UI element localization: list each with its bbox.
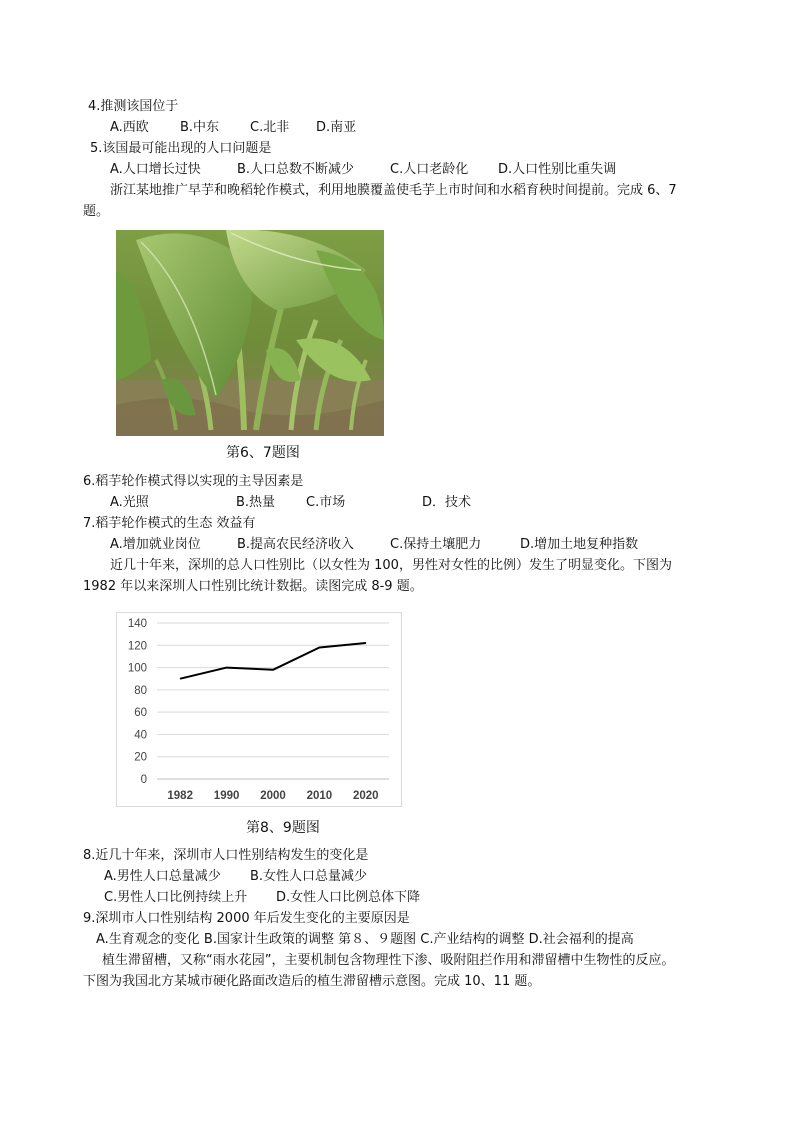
sex-ratio-chart — [116, 612, 402, 807]
q7-option-d: D.增加土地复种指数 — [520, 537, 639, 552]
x-tick-label: 1990 — [213, 790, 240, 802]
q6-option-b: B.热量 — [236, 495, 276, 510]
x-tick-label: 1982 — [167, 790, 193, 802]
y-tick-label: 0 — [140, 774, 147, 786]
intro-8-9-line1: 近几十年来，深圳的总人口性别比（以女性为 100，男性对女性的比例）发生了明显变化。下图为 — [110, 558, 672, 573]
x-tick-label: 2000 — [260, 790, 286, 802]
y-tick-label: 20 — [134, 751, 147, 764]
q5-option-d: D.人口性别比重失调 — [498, 162, 617, 177]
q5-stem: 5.该国最可能出现的人口问题是 — [90, 141, 272, 156]
taro-illustration — [116, 230, 384, 436]
q8-stem: 8.近几十年来，深圳市人口性别结构发生的变化是 — [83, 848, 369, 863]
q8-option-b: B.女性人口总量减少 — [250, 869, 368, 884]
q4-option-a: A.西欧 — [110, 120, 149, 135]
data-point-2020 — [365, 643, 366, 644]
q8-options-row1 — [104, 868, 367, 886]
y-tick-label: 120 — [127, 640, 147, 653]
data-point-1982 — [180, 678, 181, 679]
q7-stem: 7.稻芋轮作模式的生态 效益有 — [83, 516, 256, 531]
q6-option-d: D．技术 — [422, 495, 472, 510]
q4-options — [110, 119, 356, 137]
data-point-2000 — [273, 669, 274, 670]
fig-6-7-caption: 第6、7题图 — [226, 445, 300, 461]
q6-option-c: C.市场 — [306, 495, 346, 510]
q9-stem: 9.深圳市人口性别结构 2000 年后发生变化的主要原因是 — [83, 911, 410, 926]
q5-option-c: C.人口老龄化 — [390, 162, 469, 177]
intro-10-11-line1: 植生滞留槽，又称“雨水花园”，主要机制包含物理性下渗、吸附阻拦作用和滞留槽中生物性的反应。 — [102, 953, 675, 968]
q7-option-b: B.提高农民经济收入 — [237, 537, 355, 552]
q6-options — [110, 494, 471, 512]
y-tick-label: 140 — [127, 618, 147, 630]
y-tick-label: 100 — [127, 662, 147, 675]
q5-option-a: A.人口增长过快 — [110, 162, 201, 177]
q9-options: A.生育观念的变化 B.国家计生政策的调整 第８、９题图 C.产业结构的调整 D.社会福利的提高 — [96, 932, 634, 947]
q8-options-row2 — [104, 889, 420, 907]
data-point-1990 — [226, 667, 227, 668]
intro-6-7-line1: 浙江某地推广早芋和晚稻轮作模式，利用地膜覆盖使毛芋上市时间和水稻育秧时间提前。完成 6、7 — [110, 183, 677, 198]
intro-8-9-line2: 1982 年以来深圳人口性别比统计数据。读图完成 8-9 题。 — [83, 579, 423, 594]
q5-options — [110, 161, 616, 179]
taro-photo — [116, 230, 384, 436]
q4-option-b: B.中东 — [180, 120, 220, 135]
q4-option-c: C.北非 — [250, 120, 290, 135]
q6-option-a: A.光照 — [110, 495, 149, 510]
q5-option-b: B.人口总数不断减少 — [237, 162, 355, 177]
intro-10-11-line2: 下图为我国北方某城市硬化路面改造后的植生滞留槽示意图。完成 10、11 题。 — [83, 974, 541, 989]
y-tick-label: 40 — [134, 729, 147, 742]
sex-ratio-series-line — [180, 643, 366, 679]
sex-ratio-chart-svg — [117, 613, 401, 806]
q7-option-a: A.增加就业岗位 — [110, 537, 201, 552]
q4-stem: 4.推测该国位于 — [88, 99, 179, 114]
intro-6-7-line2: 题。 — [83, 204, 110, 219]
x-tick-label: 2010 — [306, 790, 333, 802]
q7-options — [110, 536, 638, 554]
fig-8-9-caption: 第8、9题图 — [246, 820, 320, 836]
y-tick-label: 80 — [134, 684, 147, 697]
x-tick-label: 2020 — [353, 790, 379, 802]
y-tick-label: 60 — [134, 707, 147, 720]
q8-option-d: D.女性人口比例总体下降 — [276, 890, 421, 905]
q8-option-c: C.男性人口比例持续上升 — [104, 890, 248, 905]
q6-stem: 6.稻芋轮作模式得以实现的主导因素是 — [83, 474, 304, 489]
data-point-2010 — [319, 647, 320, 648]
q8-option-a: A.男性人口总量减少 — [104, 869, 221, 884]
q7-option-c: C.保持土壤肥力 — [390, 537, 482, 552]
q4-option-d: D.南亚 — [316, 120, 357, 135]
